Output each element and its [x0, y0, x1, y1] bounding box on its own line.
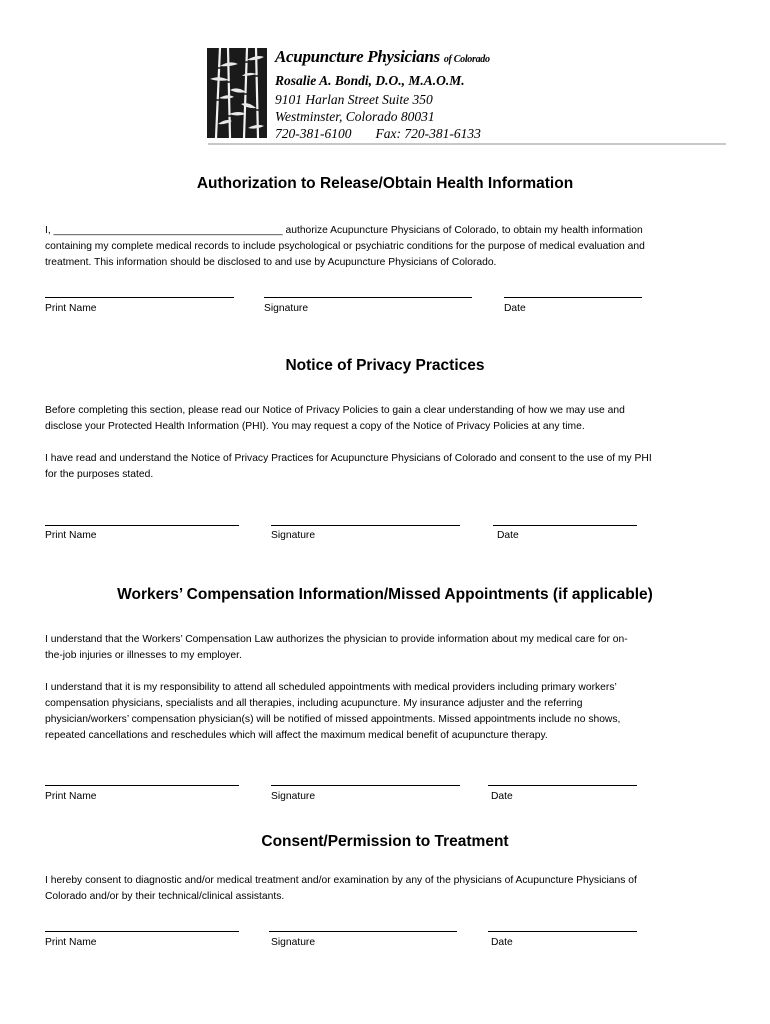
authorization-title: Authorization to Release/Obtain Health Information	[196, 175, 574, 192]
fax-number: Fax: 720-381-6133	[375, 126, 481, 141]
consent-title: Consent/Permission to Treatment	[261, 833, 509, 850]
workers-comp-signature-label: Signature	[271, 791, 316, 802]
contact-line	[275, 125, 490, 142]
workers-comp-paragraph-1	[45, 632, 735, 664]
workers-comp-p1-line-1: I understand that the Workers’ Compensation Law authorizes the physician to provide information about my medical care for on-	[45, 634, 628, 645]
privacy-p2-line-2: for the purposes stated.	[45, 469, 154, 480]
workers-comp-p1-line-2: the-job injuries or illnesses to my employer.	[45, 650, 242, 661]
authorization-date-line[interactable]	[504, 297, 642, 298]
workers-comp-date-line[interactable]	[488, 785, 637, 786]
privacy-date-label: Date	[497, 530, 519, 541]
phone-number: 720-381-6100	[275, 126, 352, 141]
authorization-print-name-label: Print Name	[45, 303, 97, 314]
practice-name: Acupuncture Physicians of Colorado	[275, 47, 490, 66]
consent-date-line[interactable]	[488, 931, 637, 932]
consent-signature-line[interactable]	[269, 931, 457, 932]
authorization-text	[45, 223, 735, 271]
workers-comp-p2-line-3: physician/workers’ compensation physician(s) will be notified of missed appointments. Missed appointments include no shows,	[45, 714, 621, 725]
workers-comp-paragraph-2	[45, 680, 735, 744]
authorization-line-2: containing my complete medical records to include psychological or psychiatric conditions for the purpose of medical evaluation and	[45, 241, 645, 252]
privacy-p1-line-1: Before completing this section, please read our Notice of Privacy Policies to gain a clear understanding of how we may use and	[45, 405, 625, 416]
doctor-name: Rosalie A. Bondi, D.O., M.A.O.M.	[275, 73, 465, 88]
consent-print-name-label: Print Name	[45, 937, 97, 948]
address-line-2: Westminster, Colorado 80031	[275, 109, 435, 124]
workers-comp-signature-line[interactable]	[271, 785, 460, 786]
authorization-date-label: Date	[504, 303, 526, 314]
privacy-p1-line-2: disclose your Protected Health Information (PHI). You may request a copy of the Notice of Privacy Policies at any time.	[45, 421, 585, 432]
workers-comp-p2-line-2: compensation physicians, specialists and all therapies, including acupuncture. My insurance adjuster and the referring	[45, 698, 583, 709]
address-line-1: 9101 Harlan Street Suite 350	[275, 92, 433, 107]
consent-date-label: Date	[491, 937, 513, 948]
bamboo-logo	[207, 48, 267, 138]
authorization-line-3: treatment. This information should be disclosed to and use by Acupuncture Physicians of Colorado.	[45, 257, 497, 268]
authorization-print-name-line[interactable]	[45, 297, 234, 298]
privacy-print-name-line[interactable]	[45, 525, 239, 526]
privacy-paragraph-2	[45, 451, 735, 483]
consent-signature-label: Signature	[271, 937, 316, 948]
privacy-signature-label: Signature	[271, 530, 316, 541]
consent-line-2: Colorado and/or by their technical/clinical assistants.	[45, 891, 285, 902]
privacy-paragraph-1	[45, 403, 735, 435]
privacy-print-name-label: Print Name	[45, 530, 97, 541]
workers-comp-date-label: Date	[491, 791, 513, 802]
header-divider	[208, 143, 726, 145]
letterhead	[275, 46, 490, 142]
privacy-title: Notice of Privacy Practices	[285, 357, 485, 374]
privacy-signature-line[interactable]	[271, 525, 460, 526]
consent-line-1: I hereby consent to diagnostic and/or medical treatment and/or examination by any of the physicians of Acupuncture Physicians of	[45, 875, 637, 886]
privacy-date-line[interactable]	[493, 525, 637, 526]
authorization-line-1: I, ________________________________________ authorize Acupuncture Physicians of Colorado, to obtain my health information	[45, 225, 643, 236]
authorization-signature-label: Signature	[264, 303, 309, 314]
practice-location: of Colorado	[443, 54, 490, 65]
consent-print-name-line[interactable]	[45, 931, 239, 932]
authorization-signature-line[interactable]	[264, 297, 472, 298]
workers-comp-p2-line-1: I understand that it is my responsibility to attend all scheduled appointments with medical providers including primary workers’	[45, 682, 617, 693]
privacy-p2-line-1: I have read and understand the Notice of Privacy Practices for Acupuncture Physicians of Colorado and consent to the use of my PHI	[45, 453, 652, 464]
workers-comp-print-name-line[interactable]	[45, 785, 239, 786]
workers-comp-title: Workers’ Compensation Information/Missed Appointments (if applicable)	[117, 586, 653, 603]
consent-text	[45, 873, 735, 905]
workers-comp-print-name-label: Print Name	[45, 791, 97, 802]
workers-comp-p2-line-4: repeated cancellations and reschedules which will affect the maximum medical benefit of acupuncture therapy.	[45, 730, 548, 741]
